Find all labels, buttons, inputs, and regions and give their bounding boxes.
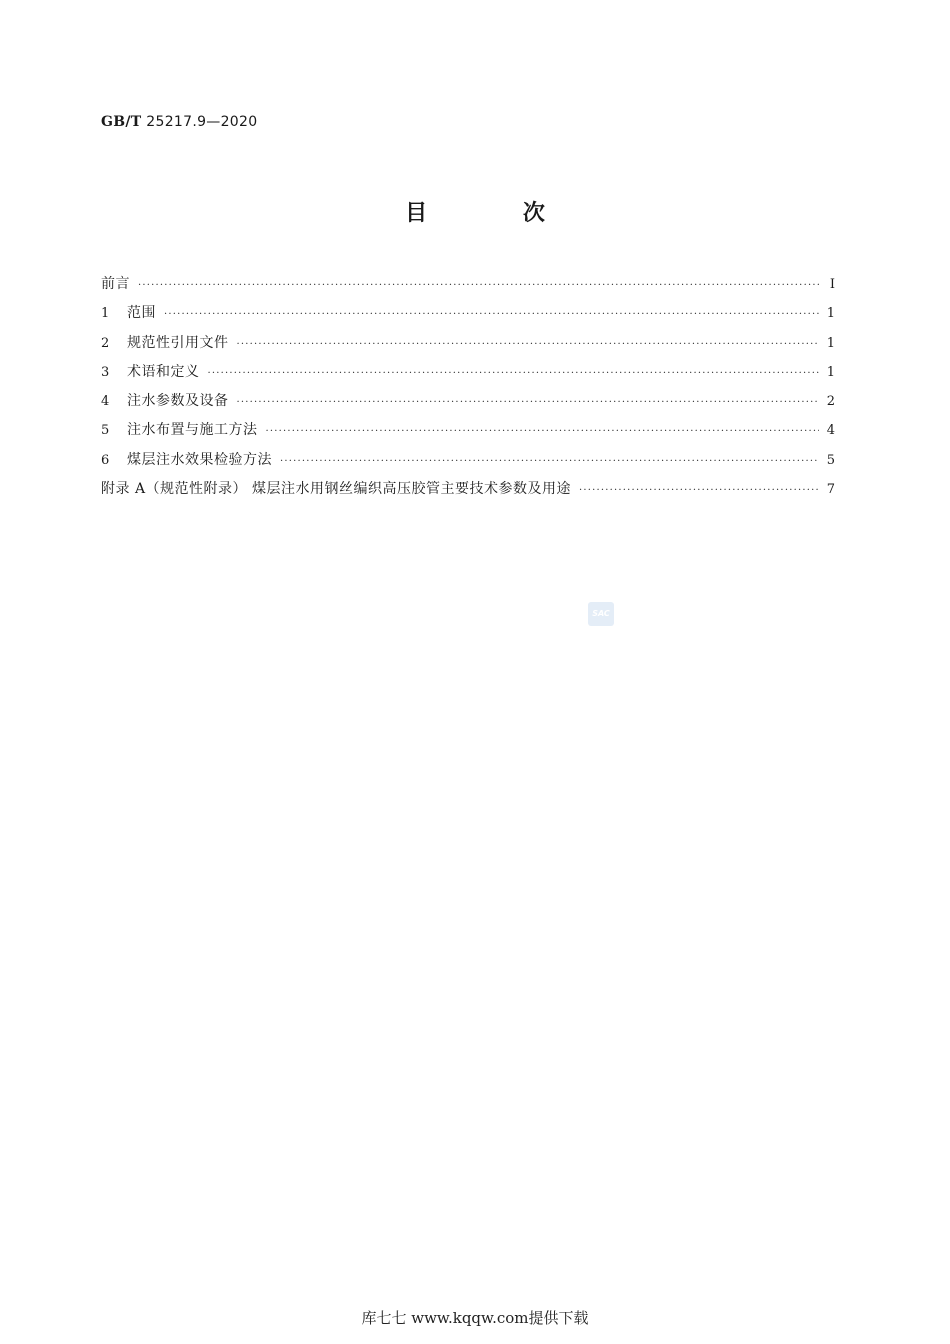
toc-entry-page: 2 [826, 394, 835, 410]
toc-entry-normative-references[interactable] [101, 333, 835, 362]
toc-entry-number: 3 [101, 364, 110, 380]
toc-entry-label: 范围 [127, 305, 156, 322]
toc-leader-dots [266, 422, 820, 442]
standard-prefix: GB/T [101, 114, 142, 130]
toc-entry-page: 1 [826, 306, 835, 322]
toc-entry-page: 4 [826, 423, 835, 439]
toc-entry-scope[interactable] [101, 303, 835, 332]
sac-watermark-logo: SAC [588, 602, 614, 626]
toc-leader-dots [237, 393, 820, 413]
toc-entry-page: 5 [826, 452, 835, 468]
toc-leader-dots [237, 335, 820, 355]
toc-leader-dots [138, 276, 819, 296]
toc-title: 目 次 [405, 201, 589, 226]
toc-entry-appendix-a[interactable] [101, 479, 835, 508]
toc-entry-label: 煤层注水效果检验方法 [127, 451, 272, 468]
toc-entry-number: 4 [101, 394, 110, 410]
toc-entry-foreword[interactable] [101, 274, 835, 303]
toc-entry-label: 附录 A（规范性附录） 煤层注水用钢丝编织高压胶管主要技术参数及用途 [101, 481, 572, 498]
toc-leader-dots [579, 481, 819, 501]
toc-entry-label: 前言 [101, 276, 130, 292]
standard-code [101, 114, 257, 130]
toc-entry-page: Ⅰ [829, 277, 835, 292]
toc-entry-layout-methods[interactable] [101, 420, 835, 449]
toc-leader-dots [280, 452, 819, 472]
toc-entry-label: 规范性引用文件 [127, 334, 229, 351]
toc-leader-dots [208, 364, 820, 384]
toc-entry-parameters[interactable] [101, 391, 835, 420]
toc-entry-label: 注水参数及设备 [127, 393, 229, 410]
standard-number: 25217.9—2020 [146, 114, 258, 130]
toc-entry-effect-inspection[interactable] [101, 450, 835, 479]
toc-entry-page: 7 [826, 482, 835, 498]
toc-entry-number: 2 [101, 335, 110, 351]
toc-entry-page: 1 [826, 364, 835, 380]
toc-entry-label: 术语和定义 [127, 363, 200, 380]
toc-entry-page: 1 [826, 335, 835, 351]
toc-entry-number: 1 [101, 306, 110, 322]
footer-download-note: 库七七 www.kqqw.com提供下载 [361, 1309, 589, 1327]
toc-entry-number: 5 [101, 423, 110, 439]
table-of-contents [101, 274, 835, 508]
toc-entry-number: 6 [101, 452, 110, 468]
toc-leader-dots [164, 305, 819, 325]
toc-entry-label: 注水布置与施工方法 [127, 422, 258, 439]
toc-entry-terms[interactable] [101, 362, 835, 391]
